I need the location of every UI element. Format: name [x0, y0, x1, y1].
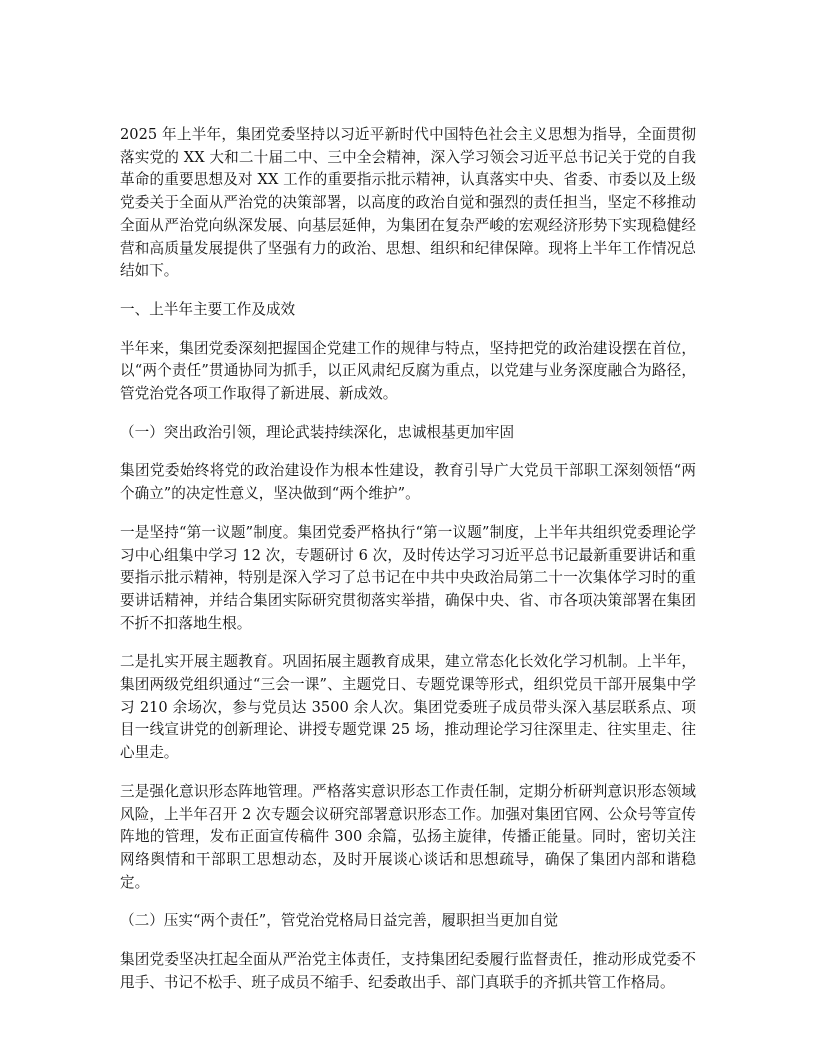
section-1-intro-paragraph: 半年来，集团党委深刻把握国企党建工作的规律与特点，坚持把党的政治建设摆在首位，以“两个责任”贯通协同为抓手，以正风肃纪反腐为重点，以党建与业务深度融合为路径，管党治党各项工作取得了新进展、新成效。	[120, 339, 696, 403]
subsection-heading-1: （一）突出政治引领，理论武装持续深化，忠诚根基更加牢固	[120, 423, 515, 441]
section-heading-1: 一、上半年主要工作及成效	[120, 300, 296, 318]
intro-paragraph: 2025 年上半年，集团党委坚持以习近平新时代中国特色社会主义思想为指导，全面贯彻落实党的 XX 大和二十届二中、三中全会精神，深入学习领会习近平总书记关于党的自我革命的重要思想及对 XX 工作的重要指示批示精神，认真落实中央、省委、市委以及上级党委关于全面从严治党的决策部署，以高度的政治自觉和强烈的责任担当，坚定不移推动全面从严治党向纵深发展、向基层延伸，为集团在复杂严峻的宏观经济形势下实现稳健经营和高质量发展提供了坚强有力的政治、思想、组织和纪律保障。现将上半年工作情况总结如下。	[120, 126, 696, 280]
point-3-paragraph: 三是强化意识形态阵地管理。严格落实意识形态工作责任制，定期分析研判意识形态领域风险，上半年召开 2 次专题会议研究部署意识形态工作。加强对集团官网、公众号等宣传阵地的管理，发布正面宣传稿件 300 余篇，弘扬主旋律，传播正能量。同时，密切关注网络舆情和干部职工思想动态，及时开展谈心谈话和思想疏导，确保了集团内部和谐稳定。	[120, 782, 696, 891]
subsection-1-intro-paragraph: 集团党委始终将党的政治建设作为根本性建设，教育引导广大党员干部职工深刻领悟“两个确立”的决定性意义，坚决做到“两个维护”。	[120, 462, 696, 503]
point-2-paragraph: 二是扎实开展主题教育。巩固拓展主题教育成果，建立常态化长效化学习机制。上半年，集团两级党组织通过“三会一课”、主题党日、专题党课等形式，组织党员干部开展集中学习 210 余场次，参与党员达 3500 余人次。集团党委班子成员带头深入基层联系点、项目一线宣讲党的创新理论、讲授专题党课 25 场，推动理论学习往深里走、往实里走、往心里走。	[120, 653, 696, 762]
subsection-heading-2: （二）压实“两个责任”，管党治党格局日益完善，履职担当更加自觉	[120, 912, 559, 930]
point-1-paragraph: 一是坚持“第一议题”制度。集团党委严格执行“第一议题”制度，上半年共组织党委理论学习中心组集中学习 12 次，专题研讨 6 次，及时传达学习习近平总书记最新重要讲话和重要指示批示精神，特别是深入学习了总书记在中共中央政治局第二十一次集体学习时的重要讲话精神，并结合集团实际研究贯彻落实举措，确保中央、省、市各项决策部署在集团不折不扣落地生根。	[120, 523, 696, 632]
subsection-2-intro-paragraph: 集团党委坚决扛起全面从严治党主体责任，支持集团纪委履行监督责任，推动形成党委不甩手、书记不松手、班子成员不缩手、纪委敢出手、部门真联手的齐抓共管工作格局。	[120, 951, 696, 991]
